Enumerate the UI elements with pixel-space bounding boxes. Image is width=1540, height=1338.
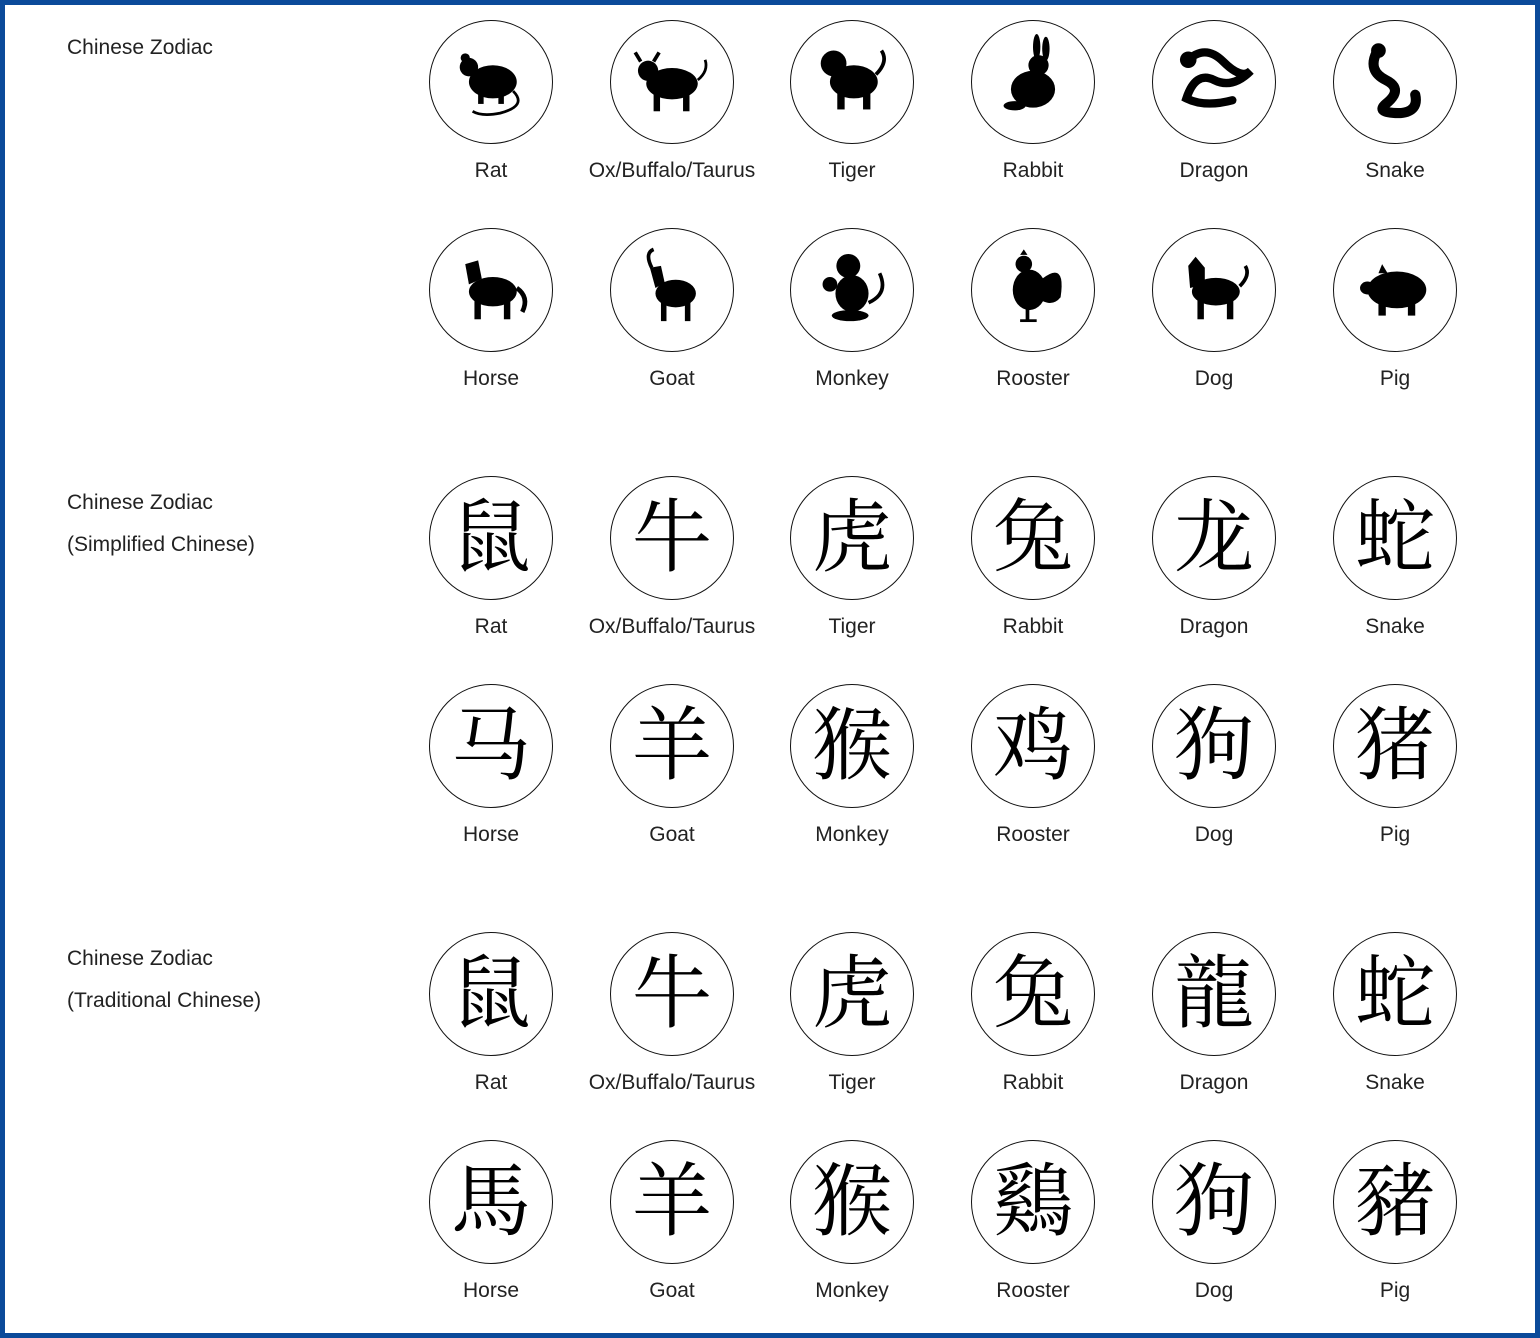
zodiac-character: 虎 [812, 947, 892, 1040]
zodiac-character: 猴 [812, 1155, 892, 1248]
zodiac-circle [1152, 932, 1276, 1056]
zodiac-cell-rabbit [943, 932, 1123, 1096]
zodiac-circle [790, 1140, 914, 1264]
zodiac-caption: Ox/Buffalo/Taurus [588, 159, 756, 182]
zodiac-caption: Rabbit [1002, 615, 1064, 638]
zodiac-cell-ox [582, 476, 762, 640]
zodiac-circle [429, 20, 553, 144]
zodiac-circle [429, 1140, 553, 1264]
zodiac-circle [790, 228, 914, 352]
zodiac-circle [429, 476, 553, 600]
zodiac-cell-snake [1305, 932, 1485, 1096]
zodiac-circle [790, 932, 914, 1056]
zodiac-character: 牛 [632, 947, 712, 1040]
zodiac-circle [971, 1140, 1095, 1264]
zodiac-circle [429, 932, 553, 1056]
zodiac-circle [971, 932, 1095, 1056]
zodiac-cell-pig [1305, 228, 1485, 392]
zodiac-caption: Rooster [996, 823, 1070, 846]
zodiac-character: 马 [451, 699, 531, 792]
zodiac-cell-dragon [1124, 20, 1304, 184]
zodiac-character: 羊 [632, 699, 712, 792]
zodiac-caption: Monkey [815, 823, 889, 846]
dragon-icon [1168, 34, 1260, 131]
zodiac-cell-rat [401, 20, 581, 184]
zodiac-character: 狗 [1174, 1155, 1254, 1248]
monkey-icon [806, 242, 898, 339]
ox-icon [626, 34, 718, 131]
zodiac-circle [610, 228, 734, 352]
rooster-icon [987, 242, 1079, 339]
zodiac-character: 鼠 [451, 491, 531, 584]
zodiac-cell-dog [1124, 1140, 1304, 1304]
zodiac-cell-monkey [762, 228, 942, 392]
zodiac-character: 牛 [632, 491, 712, 584]
section-label-simplified [67, 482, 255, 566]
zodiac-circle [610, 932, 734, 1056]
snake-icon [1349, 34, 1441, 131]
zodiac-character: 豬 [1355, 1155, 1435, 1248]
zodiac-character: 龙 [1174, 491, 1254, 584]
zodiac-caption: Rat [474, 615, 508, 638]
zodiac-cell-snake [1305, 476, 1485, 640]
section-label-line: (Simplified Chinese) [67, 533, 255, 556]
zodiac-circle [429, 684, 553, 808]
zodiac-character: 虎 [812, 491, 892, 584]
zodiac-cell-goat [582, 1140, 762, 1304]
zodiac-character: 蛇 [1355, 947, 1435, 1040]
zodiac-caption: Rooster [996, 367, 1070, 390]
zodiac-cell-pig [1305, 1140, 1485, 1304]
zodiac-caption: Rat [474, 1071, 508, 1094]
dog-icon [1168, 242, 1260, 339]
zodiac-caption: Pig [1379, 823, 1411, 846]
zodiac-caption: Tiger [828, 1071, 876, 1094]
zodiac-cell-tiger [762, 932, 942, 1096]
zodiac-circle [429, 228, 553, 352]
zodiac-cell-horse [401, 228, 581, 392]
zodiac-circle [790, 20, 914, 144]
zodiac-caption: Dog [1194, 1279, 1234, 1302]
zodiac-circle [971, 684, 1095, 808]
zodiac-character: 羊 [632, 1155, 712, 1248]
section-label-traditional [67, 938, 261, 1022]
zodiac-cell-ox [582, 932, 762, 1096]
zodiac-character: 龍 [1174, 947, 1254, 1040]
zodiac-cell-dog [1124, 684, 1304, 848]
zodiac-cell-dog [1124, 228, 1304, 392]
zodiac-character: 狗 [1174, 699, 1254, 792]
zodiac-circle [610, 476, 734, 600]
zodiac-cell-tiger [762, 476, 942, 640]
section-label-line: Chinese Zodiac [67, 491, 213, 514]
zodiac-cell-horse [401, 684, 581, 848]
zodiac-circle [1152, 684, 1276, 808]
zodiac-cell-rabbit [943, 476, 1123, 640]
zodiac-cell-rat [401, 476, 581, 640]
horse-icon [445, 242, 537, 339]
zodiac-caption: Goat [649, 823, 695, 846]
zodiac-caption: Tiger [828, 159, 876, 182]
zodiac-circle [1152, 228, 1276, 352]
zodiac-circle [1333, 932, 1457, 1056]
zodiac-circle [610, 1140, 734, 1264]
zodiac-caption: Ox/Buffalo/Taurus [588, 1071, 756, 1094]
zodiac-cell-horse [401, 1140, 581, 1304]
zodiac-circle [1152, 20, 1276, 144]
zodiac-cell-monkey [762, 1140, 942, 1304]
zodiac-circle [1152, 1140, 1276, 1264]
zodiac-cell-tiger [762, 20, 942, 184]
zodiac-circle [1333, 20, 1457, 144]
zodiac-cell-pig [1305, 684, 1485, 848]
zodiac-caption: Monkey [815, 1279, 889, 1302]
zodiac-circle [971, 20, 1095, 144]
zodiac-circle [610, 20, 734, 144]
zodiac-caption: Horse [462, 823, 520, 846]
zodiac-circle [1152, 476, 1276, 600]
zodiac-character: 兔 [993, 947, 1073, 1040]
zodiac-circle [790, 476, 914, 600]
zodiac-caption: Goat [649, 1279, 695, 1302]
zodiac-caption: Snake [1365, 159, 1425, 182]
zodiac-cell-goat [582, 684, 762, 848]
zodiac-caption: Goat [649, 367, 695, 390]
zodiac-caption: Snake [1365, 615, 1425, 638]
zodiac-caption: Pig [1379, 367, 1411, 390]
zodiac-cell-goat [582, 228, 762, 392]
zodiac-caption: Tiger [828, 615, 876, 638]
zodiac-caption: Snake [1365, 1071, 1425, 1094]
zodiac-circle [971, 228, 1095, 352]
zodiac-cell-rat [401, 932, 581, 1096]
zodiac-caption: Dog [1194, 367, 1234, 390]
section-label-icons [67, 27, 213, 69]
zodiac-circle [1333, 228, 1457, 352]
zodiac-circle [790, 684, 914, 808]
zodiac-caption: Rabbit [1002, 1071, 1064, 1094]
zodiac-cell-rooster [943, 684, 1123, 848]
section-label-line: Chinese Zodiac [67, 36, 213, 59]
zodiac-cell-snake [1305, 20, 1485, 184]
zodiac-caption: Monkey [815, 367, 889, 390]
zodiac-circle [1333, 684, 1457, 808]
zodiac-cell-rooster [943, 1140, 1123, 1304]
zodiac-caption: Dragon [1179, 1071, 1249, 1094]
zodiac-cell-monkey [762, 684, 942, 848]
zodiac-cell-rooster [943, 228, 1123, 392]
zodiac-caption: Dragon [1179, 159, 1249, 182]
zodiac-cell-dragon [1124, 932, 1304, 1096]
zodiac-caption: Pig [1379, 1279, 1411, 1302]
zodiac-character: 鼠 [451, 947, 531, 1040]
section-label-line: Chinese Zodiac [67, 947, 213, 970]
zodiac-caption: Rooster [996, 1279, 1070, 1302]
zodiac-cell-rabbit [943, 20, 1123, 184]
rat-icon [445, 34, 537, 131]
zodiac-character: 馬 [451, 1155, 531, 1248]
zodiac-cell-ox [582, 20, 762, 184]
zodiac-circle [610, 684, 734, 808]
zodiac-circle [1333, 476, 1457, 600]
zodiac-character: 鷄 [993, 1155, 1073, 1248]
zodiac-character: 蛇 [1355, 491, 1435, 584]
zodiac-caption: Horse [462, 367, 520, 390]
rabbit-icon [987, 34, 1079, 131]
zodiac-character: 猴 [812, 699, 892, 792]
zodiac-character: 猪 [1355, 699, 1435, 792]
zodiac-caption: Rat [474, 159, 508, 182]
zodiac-caption: Ox/Buffalo/Taurus [588, 615, 756, 638]
zodiac-character: 兔 [993, 491, 1073, 584]
goat-icon [626, 242, 718, 339]
zodiac-caption: Dog [1194, 823, 1234, 846]
section-label-line: (Traditional Chinese) [67, 989, 262, 1012]
pig-icon [1349, 242, 1441, 339]
zodiac-circle [1333, 1140, 1457, 1264]
zodiac-caption: Horse [462, 1279, 520, 1302]
zodiac-caption: Rabbit [1002, 159, 1064, 182]
zodiac-caption: Dragon [1179, 615, 1249, 638]
zodiac-character: 鸡 [993, 699, 1073, 792]
zodiac-cell-dragon [1124, 476, 1304, 640]
tiger-icon [806, 34, 898, 131]
zodiac-circle [971, 476, 1095, 600]
